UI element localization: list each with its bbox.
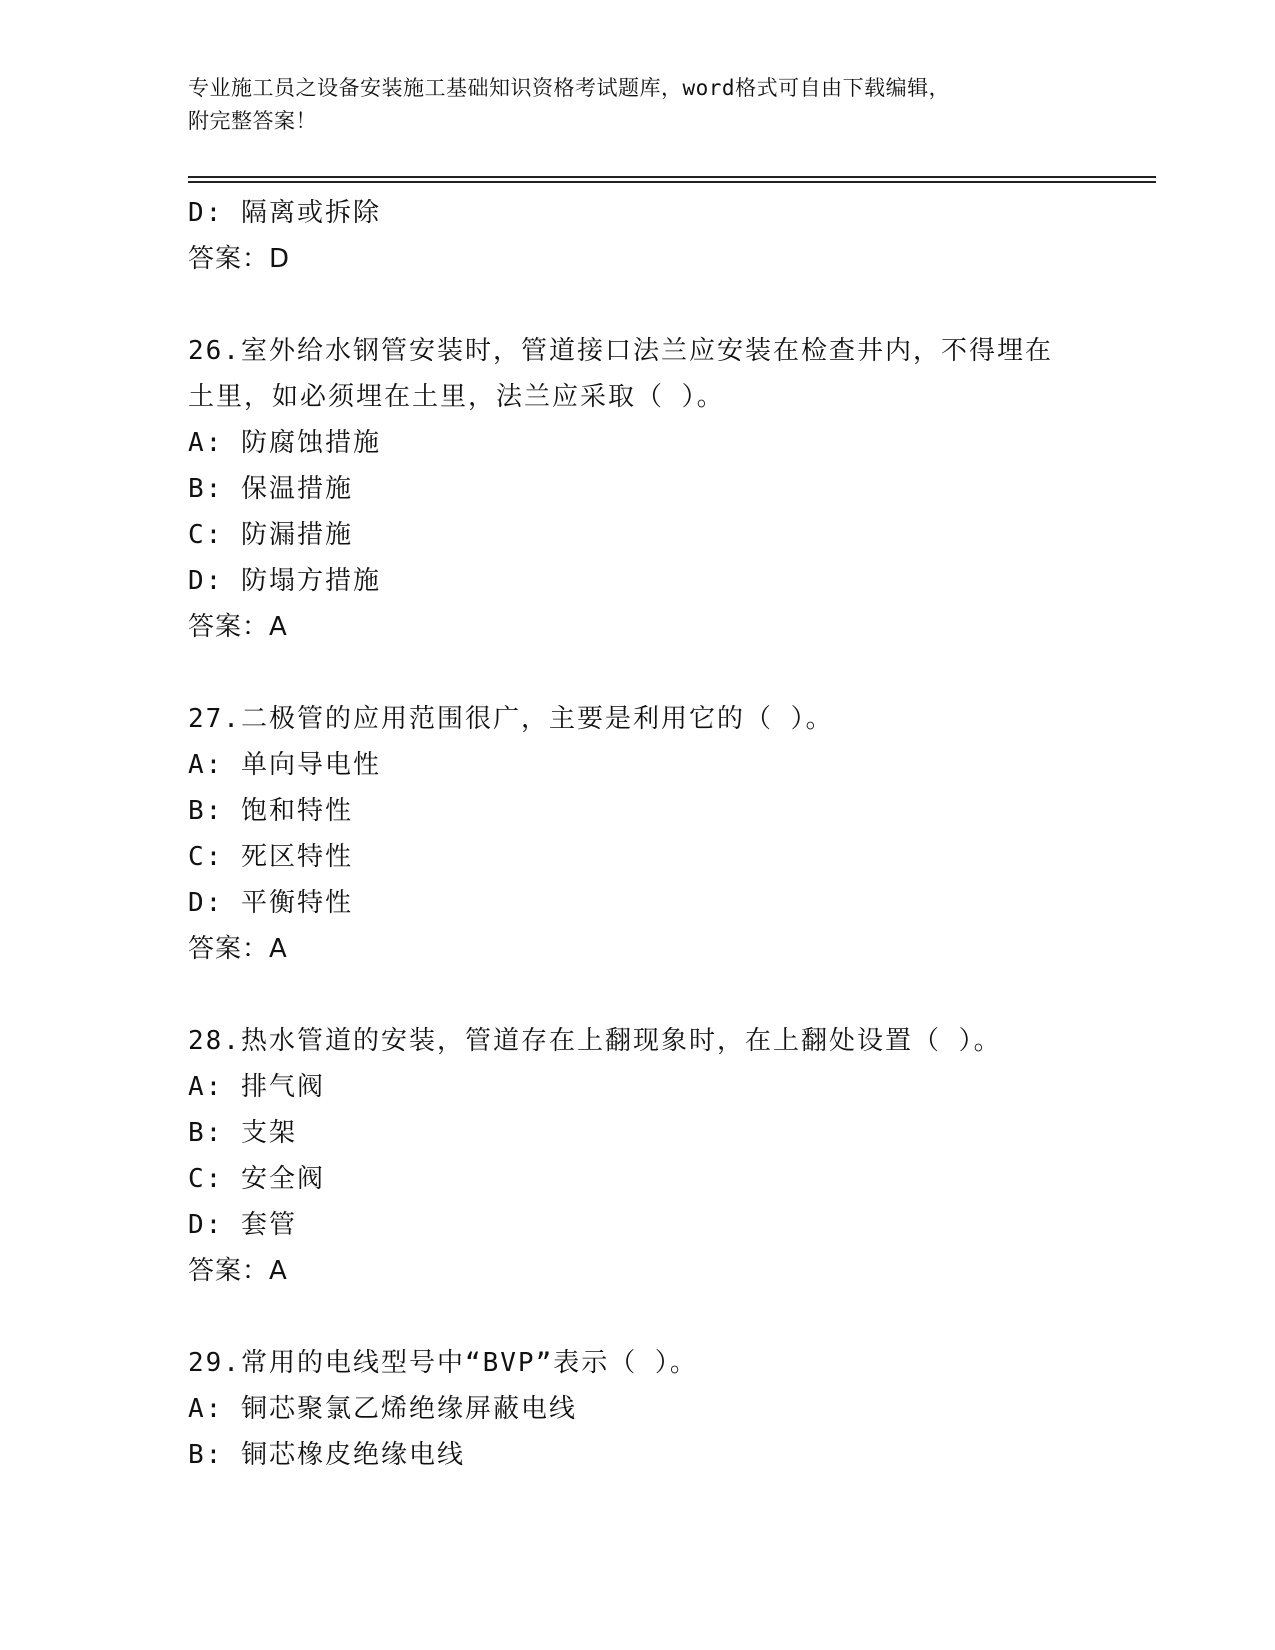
option-b: B: 饱和特性 <box>188 796 353 826</box>
question-list <box>188 190 1088 1478</box>
prev-option-d: D: 隔离或拆除 <box>188 198 381 228</box>
option-d: D: 套管 <box>188 1210 297 1240</box>
option-d: D: 平衡特性 <box>188 888 353 918</box>
option-c: C: 安全阀 <box>188 1164 325 1194</box>
option-a: A: 排气阀 <box>188 1072 325 1102</box>
header-line-2: 附完整答案！ <box>188 109 317 133</box>
question-26 <box>188 328 1088 650</box>
answer: 答案：A <box>188 934 288 964</box>
spacer <box>188 650 1088 696</box>
option-d: D: 防塌方措施 <box>188 566 381 596</box>
answer: 答案：A <box>188 1256 288 1286</box>
prev-answer: 答案：D <box>188 244 291 274</box>
option-a: A: 单向导电性 <box>188 750 381 780</box>
option-a: A: 防腐蚀措施 <box>188 428 381 458</box>
question-27 <box>188 696 1088 972</box>
option-a: A: 铜芯聚氯乙烯绝缘屏蔽电线 <box>188 1394 577 1424</box>
answer: 答案：A <box>188 612 288 642</box>
option-b: B: 铜芯橡皮绝缘电线 <box>188 1440 465 1470</box>
document-header <box>188 72 1088 138</box>
question-stem: 26.室外给水钢管安装时，管道接口法兰应安装在检查井内，不得埋在 <box>188 336 1053 366</box>
spacer <box>188 972 1088 1018</box>
question-stem: 27.二极管的应用范围很广，主要是利用它的（ ）。 <box>188 704 834 734</box>
question-29 <box>188 1340 1088 1478</box>
header-rule-bottom <box>188 181 1156 183</box>
spacer <box>188 1294 1088 1340</box>
option-b: B: 支架 <box>188 1118 297 1148</box>
question-stem: 29.常用的电线型号中“BVP”表示（ ）。 <box>188 1348 698 1378</box>
option-c: C: 死区特性 <box>188 842 353 872</box>
header-rule-top <box>188 176 1156 178</box>
option-c: C: 防漏措施 <box>188 520 353 550</box>
question-stem-continued: 土里，如必须埋在土里，法兰应采取（ ）。 <box>188 382 725 412</box>
option-b: B: 保温措施 <box>188 474 353 504</box>
header-line-1: 专业施工员之设备安装施工基础知识资格考试题库，word格式可自由下载编辑， <box>188 76 951 100</box>
question-stem: 28.热水管道的安装，管道存在上翻现象时，在上翻处设置（ ）。 <box>188 1026 1002 1056</box>
question-28 <box>188 1018 1088 1294</box>
spacer <box>188 282 1088 328</box>
